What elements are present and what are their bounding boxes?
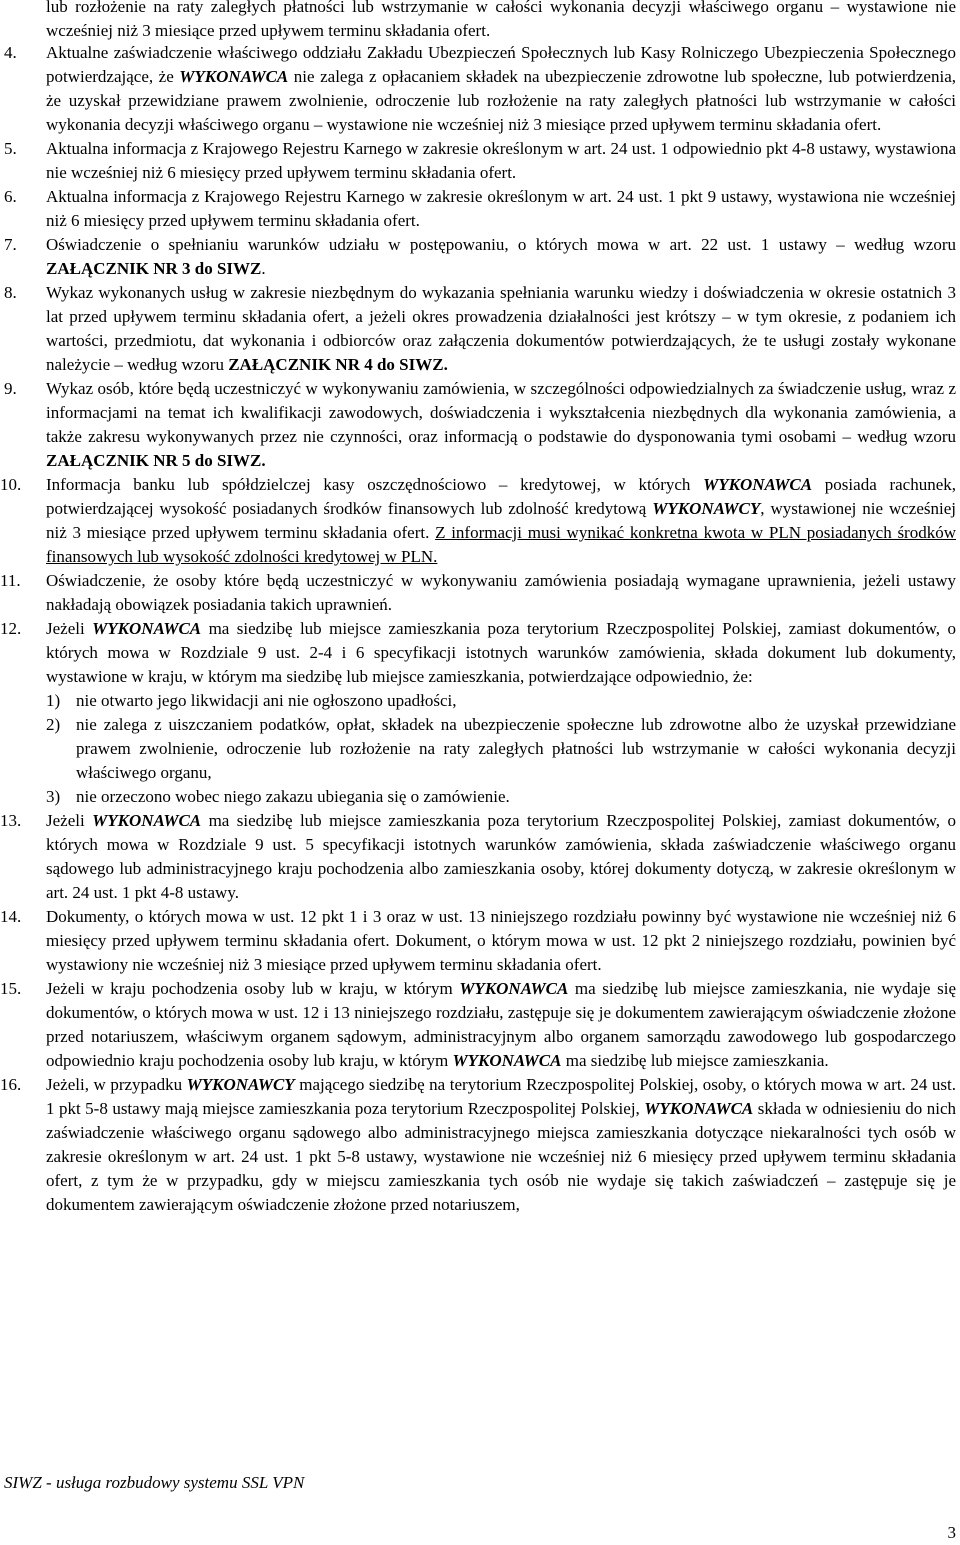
sub-item-text: nie orzeczono wobec niego zakazu ubiegania się o zamówienie.: [76, 787, 510, 806]
item-number: 9.: [4, 379, 17, 398]
footer-title: SIWZ - usługa rozbudowy systemu SSL VPN: [4, 1473, 305, 1492]
item-text: [46, 1073, 956, 1217]
list-item: [0, 473, 960, 569]
item-text: [46, 281, 956, 377]
emphasis-term: WYKONAWCA: [92, 811, 202, 830]
emphasis-term: WYKONAWCA: [179, 67, 289, 86]
text-segment: mającego siedzibę na terytorium Rzeczpospolitej Polskiej, osoby, o których mowa w art. 24 ust. 1 pkt 5-8 ustawy mają miejsce zamieszkania poza terytorium Rzeczpospolitej Polskiej,: [46, 1075, 956, 1118]
text-segment: Jeżeli: [46, 619, 93, 638]
item-text: [46, 473, 956, 569]
sub-list-item: [46, 689, 956, 713]
text-segment: Oświadczenie o spełnianiu warunków udziału w postępowaniu, o których mowa w art. 22 ust. 1 ustawy – według wzoru: [46, 235, 956, 254]
bold-reference: ZAŁĄCZNIK NR 4 do SIWZ.: [228, 355, 448, 374]
sub-item-number: 2): [46, 715, 61, 734]
list-item: [0, 233, 960, 281]
text-segment: Jeżeli, w przypadku: [46, 1075, 187, 1094]
numbered-list: [0, 41, 960, 1217]
item-number: 8.: [4, 283, 17, 302]
list-item: [0, 137, 960, 185]
list-item: [0, 617, 960, 809]
item-number: 7.: [4, 235, 17, 254]
text-segment: ma siedzibę lub miejsce zamieszkania.: [561, 1051, 829, 1070]
sub-item-number: 3): [46, 787, 61, 806]
sub-item-number: 1): [46, 691, 61, 710]
sub-list-item: [46, 785, 956, 809]
item-number: 4.: [4, 43, 17, 62]
item-text: [46, 905, 956, 977]
sub-item-text: nie zalega z uiszczaniem podatków, opłat, składek na ubezpieczenie społeczne lub zdrowotne albo że uzyskał przewidziane prawem zwolnienie, odroczenie lub rozłożenie na raty zaległych płatności lub wstrzymanie w całości wykonania decyzji właściwego organu,: [76, 715, 956, 782]
emphasis-term: WYKONAWCY: [652, 499, 761, 518]
text-segment: Informacja banku lub spółdzielczej kasy oszczędnościowo – kredytowej, w których: [46, 475, 704, 494]
emphasis-term: WYKONAWCA: [703, 475, 813, 494]
emphasis-term: WYKONAWCA: [644, 1099, 754, 1118]
item-text: [46, 569, 956, 617]
text-segment: posiada rachunek, potwierdzającej wysokość posiadanych środków finansowych lub zdolność kredytową: [46, 475, 956, 518]
item-number: 14.: [0, 907, 22, 926]
text-segment: ma siedzibę lub miejsce zamieszkania poza terytorium Rzeczpospolitej Polskiej, zamiast dokumentów, o których mowa w Rozdziale 9 ust. 5 specyfikacji istotnych warunków zamówienia, składa zaświadczenie właściwego organu sądowego lub administracyjnego kraju pochodzenia albo zamieszkania osoby, której dokumenty dotyczą, w zakresie określonym w art. 24 ust. 1 pkt 4-8 ustawy.: [46, 811, 956, 902]
text-segment: Aktualna informacja z Krajowego Rejestru Karnego w zakresie określonym w art. 24 ust. 1 odpowiednio pkt 4-8 ustawy, wystawiona nie wcześniej niż 6 miesięcy przed upływem terminu składania ofert.: [46, 139, 956, 182]
text-segment: ma siedzibę lub miejsce zamieszkania poza terytorium Rzeczpospolitej Polskiej, zamiast dokumentów, o których mowa w Rozdziale 9 ust. 2-4 i 6 specyfikacji istotnych warunków zamówienia, składa dokument lub dokumenty, wystawione w kraju, w którym ma siedzibę lub miejsce zamieszkania, potwierdzające odpowiednio, że:: [46, 619, 956, 686]
bold-reference: ZAŁĄCZNIK NR 5 do SIWZ.: [46, 451, 266, 470]
list-item: [0, 809, 960, 905]
text-segment: Wykaz wykonanych usług w zakresie niezbędnym do wykazania spełniania warunku wiedzy i doświadczenia w okresie ostatnich 3 lat przed upływem terminu składania ofert, a jeżeli okres prowadzenia działalności jest krótszy – w tym okresie, z podaniem ich wartości, przedmiotu, dat wykonania i odbiorców oraz załączenia dokumentów potwierdzających, że te usługi zostały wykonane należycie – według wzoru: [46, 283, 956, 374]
item-number: 11.: [0, 571, 21, 590]
text-segment: Jeżeli: [46, 811, 93, 830]
continued-paragraph: lub rozłożenie na raty zaległych płatności lub wstrzymanie w całości wykonania decyzji właściwego organu – wystawione nie wcześniej niż 3 miesiące przed upływem terminu składania ofert.: [46, 0, 956, 40]
item-number: 12.: [0, 619, 22, 638]
text-segment: Wykaz osób, które będą uczestniczyć w wykonywaniu zamówienia, w szczególności odpowiedzialnych za świadczenie usług, wraz z informacjami na temat ich kwalifikacji zawodowych, doświadczenia i wykształcenia niezbędnych dla wykonania zamówienia, a także zakresu wykonywanych przez nie czynności, oraz informacją o podstawie do dysponowania tymi osobami – według wzoru: [46, 379, 956, 446]
item-number: 15.: [0, 979, 22, 998]
list-item: [0, 185, 960, 233]
text-segment: , wystawionej nie wcześniej niż 3 miesiące przed upływem terminu składania ofert.: [46, 499, 956, 542]
item-number: 5.: [4, 139, 17, 158]
sub-list-item: [46, 713, 956, 785]
text-segment: nie zalega z opłacaniem składek na ubezpieczenie zdrowotne lub społeczne, lub potwierdzenia, że uzyskał przewidziane prawem zwolnienie, odroczenie lub rozłożenie na raty zaległych płatności lub wstrzymanie w całości wykonania decyzji właściwego organu – wystawione nie wcześniej niż 3 miesiące przed upływem terminu składania ofert.: [46, 67, 956, 134]
list-item: [0, 1073, 960, 1217]
item-text: [46, 137, 956, 185]
text-segment: .: [261, 259, 266, 278]
text-segment: Oświadczenie, że osoby które będą uczestniczyć w wykonywaniu zamówienia posiadają wymagane uprawnienia, jeżeli ustawy nakładają obowiązek posiadania takich uprawnień.: [46, 571, 956, 614]
sub-item-text: nie otwarto jego likwidacji ani nie ogłoszono upadłości,: [76, 691, 457, 710]
list-item: [0, 905, 960, 977]
item-text: [46, 377, 956, 473]
list-item: [0, 41, 960, 137]
item-number: 13.: [0, 811, 22, 830]
list-item: [0, 281, 960, 377]
item-text: [46, 617, 956, 689]
item-text: [46, 233, 956, 281]
text-segment: ma siedzibę lub miejsce zamieszkania, nie wydaje się dokumentów, o których mowa w ust. 12 i 13 niniejszego rozdziału, zastępuje się je dokumentem zawierającym oświadczenie złożone przed notariuszem, właściwym organem sądowym, administracyjnym albo organem samorządu zawodowego lub gospodarczego odpowiednio kraju pochodzenia osoby lub kraju, w którym: [46, 979, 956, 1070]
text-segment: Jeżeli w kraju pochodzenia osoby lub w kraju, w którym: [46, 979, 460, 998]
list-item: [0, 977, 960, 1073]
item-number: 6.: [4, 187, 17, 206]
list-item: [0, 377, 960, 473]
item-number: 10.: [0, 475, 22, 494]
emphasis-term: WYKONAWCY: [186, 1075, 295, 1094]
item-text: [46, 41, 956, 137]
item-number: 16.: [0, 1075, 22, 1094]
text-segment: Dokumenty, o których mowa w ust. 12 pkt 1 i 3 oraz w ust. 13 niniejszego rozdziału powinny być wystawione nie wcześniej niż 6 miesięcy przed upływem terminu składania ofert. Dokument, o którym mowa w ust. 12 pkt 2 niniejszego rozdziału, powinien być wystawiony nie wcześniej niż 3 miesiące przed upływem terminu składania ofert.: [46, 907, 956, 974]
text-segment: Aktualna informacja z Krajowego Rejestru Karnego w zakresie określonym w art. 24 ust. 1 pkt 9 ustawy, wystawiona nie wcześniej niż 6 miesięcy przed upływem terminu składania ofert.: [46, 187, 956, 230]
item-text: [46, 977, 956, 1073]
emphasis-term: WYKONAWCA: [459, 979, 569, 998]
item-text: [46, 809, 956, 905]
item-text: [46, 185, 956, 233]
list-item: [0, 569, 960, 617]
text-segment: składa w odniesieniu do nich zaświadczenie właściwego organu sądowego albo administracyjnego miejsca zamieszkania dotyczące niekaralności tych osób w zakresie określonym w art. 24 ust. 1 pkt 5-8 ustawy, wystawione nie wcześniej niż 6 miesięcy przed upływem terminu składania ofert, z tym że w przypadku, gdy w miejscu zamieszkania tych osób nie wydaje się takich zaświadczeń – zastępuje się je dokumentem zawierającym oświadczenie złożone przed notariuszem,: [46, 1099, 956, 1214]
page-number: 3: [947, 1523, 956, 1542]
text-segment: Aktualne zaświadczenie właściwego oddziału Zakładu Ubezpieczeń Społecznych lub Kasy Rolniczego Ubezpieczenia Społecznego potwierdzające, że: [46, 43, 956, 86]
emphasis-term: WYKONAWCA: [452, 1051, 562, 1070]
emphasis-term: WYKONAWCA: [92, 619, 202, 638]
bold-reference: ZAŁĄCZNIK NR 3 do SIWZ: [46, 259, 262, 278]
underlined-text: Z informacji musi wynikać konkretna kwota w PLN posiadanych środków finansowych lub wysokość zdolności kredytowej w PLN.: [46, 523, 956, 566]
